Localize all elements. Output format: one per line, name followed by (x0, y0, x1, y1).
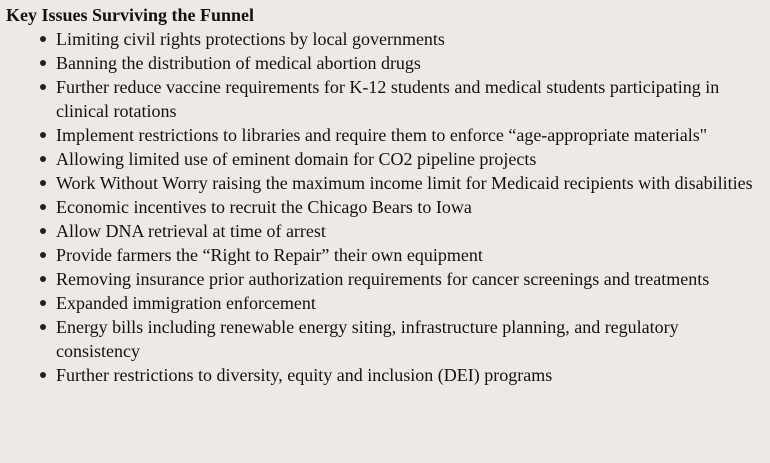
list-item-text: Energy bills including renewable energy siting, infrastructure planning, and regulatory consistency (56, 317, 679, 361)
bullet-icon (40, 228, 46, 234)
list-item (0, 51, 756, 75)
list-item-text: Provide farmers the “Right to Repair” their own equipment (56, 245, 483, 265)
bullet-icon (40, 276, 46, 282)
bullet-icon (40, 84, 46, 90)
list-item-text: Economic incentives to recruit the Chicago Bears to Iowa (56, 197, 472, 217)
list-item (0, 363, 756, 387)
list-item (0, 219, 756, 243)
list-item-text: Work Without Worry raising the maximum income limit for Medicaid recipients with disabilities (56, 173, 753, 193)
list-item (0, 27, 756, 51)
list-item (0, 171, 756, 195)
bullet-icon (40, 180, 46, 186)
list-item (0, 75, 756, 123)
list-item-text: Expanded immigration enforcement (56, 293, 316, 313)
list-item (0, 267, 756, 291)
list-item-text: Removing insurance prior authorization requirements for cancer screenings and treatments (56, 269, 710, 289)
list-item (0, 147, 756, 171)
bullet-icon (40, 324, 46, 330)
bullet-icon (40, 372, 46, 378)
issues-list (0, 27, 756, 387)
list-item-text: Further reduce vaccine requirements for K-12 students and medical students participating in clinical rotations (56, 77, 720, 121)
list-item (0, 315, 756, 363)
list-item (0, 291, 756, 315)
bullet-icon (40, 36, 46, 42)
bullet-icon (40, 132, 46, 138)
list-item (0, 195, 756, 219)
bullet-icon (40, 204, 46, 210)
page-title: Key Issues Surviving the Funnel (6, 5, 255, 25)
list-item-text: Banning the distribution of medical abortion drugs (56, 53, 421, 73)
bullet-icon (40, 252, 46, 258)
list-item-text: Allowing limited use of eminent domain for CO2 pipeline projects (56, 149, 537, 169)
bullet-icon (40, 60, 46, 66)
list-item (0, 123, 756, 147)
list-item-text: Limiting civil rights protections by local governments (56, 29, 445, 49)
list-item-text: Implement restrictions to libraries and require them to enforce “age-appropriate materials" (56, 125, 708, 145)
list-item-text: Further restrictions to diversity, equity and inclusion (DEI) programs (56, 365, 553, 385)
list-item (0, 243, 756, 267)
list-item-text: Allow DNA retrieval at time of arrest (56, 221, 326, 241)
bullet-icon (40, 156, 46, 162)
bullet-icon (40, 300, 46, 306)
